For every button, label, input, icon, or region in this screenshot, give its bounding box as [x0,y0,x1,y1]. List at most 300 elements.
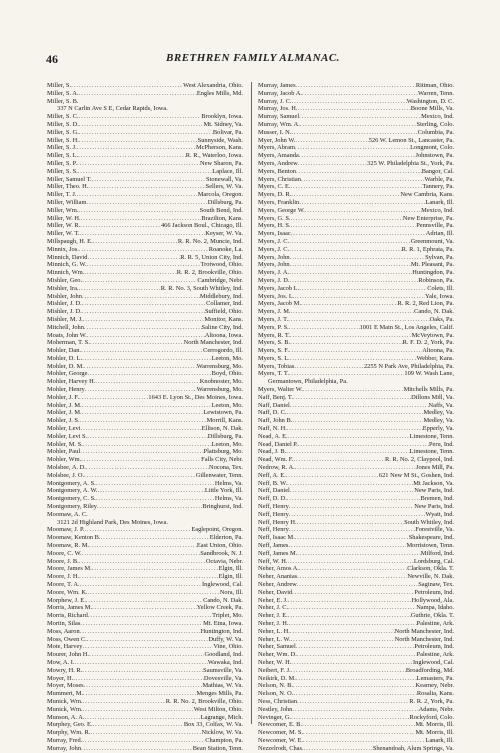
entry-name: Myers, R. T. [258,331,290,339]
directory-entry [47,293,243,301]
directory-entry [258,370,454,378]
directory-entry [258,558,454,566]
dot-leader [296,643,415,651]
directory-entry [47,737,243,745]
dot-leader [93,238,178,246]
entry-name: Moore, J. H. [47,573,80,581]
directory-entry [47,417,243,425]
directory-entry [258,183,454,191]
entry-name: Neher, W. H. [258,658,292,666]
dot-leader [73,675,204,683]
dot-leader [287,495,421,503]
entry-name: Mote, Harvey [47,643,83,651]
entry-place: Knobnoster, Mo. [199,378,243,386]
entry-name: Moss, Owen C. [47,635,87,643]
entry-place: West Milton, Ohio. [193,705,243,713]
dot-leader [289,324,360,332]
entry-place: Bean Station, Tenn. [192,744,243,752]
entry-name: Miller, S. [47,82,72,89]
entry-name: Neher, David [258,588,293,596]
entry-name: Miller, S. D. [47,120,79,128]
entry-place: Jones Mill, Pa. [416,464,454,472]
entry-name: Neher, J. E. [258,612,288,620]
directory-entry [258,667,454,675]
dot-leader [287,480,413,488]
entry-place: Medley, Va. [423,409,454,417]
entry-place: Mt. Morris, Ill. [415,721,454,729]
dot-leader [84,526,191,534]
directory-entry [47,721,243,729]
directory-entry [258,698,454,706]
entry-name: Murray, John [47,744,82,752]
dot-leader [97,503,202,511]
directory-entry [47,729,243,737]
entry-place: 325 W. Philadelphia St., York, Pa. [367,159,454,167]
entry-name: Mummert, M. [47,690,84,698]
directory-entry [258,597,454,605]
entry-name: Mohler, Levi [47,425,81,433]
dot-leader [294,293,425,301]
dot-leader [288,597,412,605]
directory-entry [258,152,454,160]
entry-place: Marcola, Oregon. [197,191,243,199]
dot-leader [84,472,196,480]
directory-entry [258,98,454,106]
entry-place: Nocona, Tex. [208,464,243,472]
dot-leader [303,729,415,737]
entry-name: Morris, James M. [47,604,93,612]
entry-name: Myers, J. M. [258,308,291,316]
dot-leader [84,324,202,332]
dot-leader [80,417,207,425]
directory-entry [47,425,243,433]
directory-entry [47,113,243,121]
entry-place: North Manchester, Ind. [394,627,454,635]
directory-entry [258,277,454,285]
entry-place: Leeton, Mo. [211,401,243,409]
entry-name: Myers, J. D. [258,276,290,284]
entry-name: Naff, John B. [258,417,293,425]
directory-entry [47,347,243,355]
entry-place: Keyser, W. Va. [205,230,243,238]
directory-entry [258,215,454,223]
entry-place: Gillenwater, Tenn. [195,471,243,479]
directory-entry [258,565,454,573]
directory-entry [47,230,243,238]
directory-entry [47,285,243,293]
dot-leader [291,714,410,722]
directory-columns [47,82,458,752]
dot-leader [79,573,219,581]
dot-leader [299,285,427,293]
dot-leader [290,261,411,269]
directory-entry [47,441,243,449]
directory-entry [258,433,454,441]
entry-place: Mt. Pleasant, Pa. [410,261,454,269]
directory-entry [258,542,454,550]
entry-place: 1001 E Main St., Los Angeles, Calif. [359,323,454,331]
entry-name: Miller, William [47,198,87,206]
entry-name: Morphew, J. E. [47,596,86,604]
directory-entry [47,464,243,472]
dot-leader [90,729,201,737]
dot-leader [87,636,209,644]
dot-leader [77,191,198,199]
directory-entry [47,402,243,410]
entry-name: Mohler, D. M. [47,362,84,370]
entry-name: Myers, J. A. [258,269,290,277]
directory-entry [258,191,454,199]
entry-place: Epperly, Va. [422,425,454,433]
directory-entry [47,519,243,527]
entry-name: Myer, John W. [258,136,296,144]
directory-entry [47,604,243,612]
entry-place: Inglewood, Cal. [413,658,454,666]
entry-name: Mohler, J. F. [47,393,80,401]
entry-name: Neff, A. E. [258,471,286,479]
entry-name: Myers, John [258,253,290,261]
entry-name: Molsbee, A. D. [47,464,86,472]
directory-entry [258,207,454,215]
directory-entry [47,207,243,215]
directory-entry [47,300,243,308]
entry-place: Saline City, Ind. [201,323,243,331]
dot-leader [293,682,416,690]
dot-leader [298,160,367,168]
entry-name: Myers, George W. [258,206,305,214]
entry-name: Nevinger, G. [258,713,291,721]
dot-leader [291,230,426,238]
directory-entry [47,355,243,363]
dot-leader [82,667,203,675]
directory-entry [47,511,243,519]
dot-leader [79,113,202,121]
directory-entry [47,526,243,534]
dot-leader [79,137,198,145]
directory-entry [47,168,243,176]
right-column [258,82,454,752]
entry-place: Shenandoah, Alum Springs, Va. [372,744,454,752]
directory-entry [258,230,454,238]
dot-leader [299,113,421,121]
entry-name: Naff, Benj. T. [258,393,293,401]
entry-name: Moomaw, Kenton B. [47,534,101,542]
entry-place: Morristown, Tenn. [406,542,454,550]
entry-name: Myers, Franklin [258,198,300,206]
entry-name: Neff, James [258,542,289,550]
entry-place: Elgin, Ill. [218,573,243,581]
entry-name: Mohler, Harvey H. [47,378,96,386]
entry-name: Neff, B. W. [258,479,288,487]
directory-entry [47,620,243,628]
directory-entry [47,558,243,566]
entry-place: Wawaka, Ind. [207,658,243,666]
entry-place: Huntington, Ind. [200,627,243,635]
entry-name: Mohler, J. M. [47,409,82,417]
directory-entry [47,176,243,184]
directory-entry [47,82,243,90]
dot-leader [287,425,423,433]
entry-name: Neher, J. C. [258,604,289,612]
entry-place: Dovesville, Va. [203,674,243,682]
dot-leader [74,659,207,667]
directory-entry [258,324,454,332]
entry-name: Myers, Amanda [258,152,299,160]
directory-entry [258,160,454,168]
directory-entry [47,698,243,706]
entry-name: Myers, Jacob L. [258,284,300,292]
entry-name: Naff, Daniel [258,401,290,409]
directory-entry [47,246,243,254]
entry-place: Broadfording, Md. [405,666,454,674]
entry-place: R. R., Waterloo, Iowa. [185,152,243,160]
entry-place: Peru, Ind. [428,440,454,448]
entry-place: Inglewood, Cal. [202,581,243,588]
entry-place: Vine, Ohio. [213,643,243,651]
entry-place: R. R. 2, Brookville, Ohio. [176,269,243,277]
entry-place: New Paris, Ind. [414,487,454,495]
entry-name: Myers, Tobias [258,362,295,370]
dot-leader [81,215,202,223]
entry-name: Neher, J. H. [258,619,289,627]
dot-leader [303,737,425,745]
dot-leader [82,308,205,316]
dot-leader [291,129,417,137]
entry-place: Nora, Ill. [219,588,243,596]
dot-leader [297,698,409,706]
entry-name: 3121 2d Highland Park, Des Moines, Iowa. [57,518,168,526]
directory-entry [47,448,243,456]
entry-name: Nelson, N. B. [258,682,293,690]
entry-place: Warren, Tenn. [417,89,454,97]
entry-name: Mohler, J. M. [47,401,82,409]
directory-entry [47,90,243,98]
entry-name: Moomaw, R. M. [47,542,90,550]
entry-place: Trotwood, Ohio. [200,261,243,269]
entry-name: Miller, S. G. [47,128,79,136]
directory-entry [258,675,454,683]
directory-entry [258,441,454,449]
directory-entry [47,152,243,160]
dot-leader [88,589,220,597]
entry-place: South Whitley, Ind. [404,518,454,526]
directory-entry [258,628,454,636]
directory-entry [258,526,454,534]
directory-entry [47,667,243,675]
entry-place: Leeton, Mo. [211,440,243,448]
directory-entry [258,456,454,464]
dot-leader [288,542,406,550]
dot-leader [299,565,407,573]
directory-entry [258,659,454,667]
entry-place: Longmont, Colo. [410,144,454,152]
dot-leader [292,417,423,425]
entry-place: Helms, Va. [214,479,243,487]
entry-place: Nicklow, W. Va. [201,729,243,737]
entry-place: Morrill, Kans. [206,417,243,425]
entry-name: Miller, T. J. [47,191,77,199]
dot-leader [302,90,418,98]
entry-place: Falls City, Nebr. [201,456,243,464]
entry-name: Myers, Andrew [258,159,298,167]
dot-leader [87,261,201,269]
entry-name: Neff, Henry [258,503,289,511]
directory-entry [47,332,243,340]
entry-name: Naff, D. C. [258,409,287,417]
entry-place: Johnstown, Pa. [415,152,454,160]
entry-place: Clarkson, Okla. T. [407,565,454,573]
directory-entry [258,651,454,659]
dot-leader [289,370,404,378]
entry-place: Lagrange, Mich. [200,713,243,721]
directory-entry [47,160,243,168]
directory-entry [47,308,243,316]
directory-entry [258,480,454,488]
directory-entry [258,82,454,90]
dot-leader [290,355,417,363]
dot-leader [80,425,201,433]
entry-name: Myers, T. T. [258,370,289,378]
entry-place: Cando, N. Dak. [414,308,454,316]
entry-name: Mourer, John H. [47,651,89,659]
entry-place: Greenmount, Va. [410,237,454,245]
entry-place: Lanark, Ill. [425,198,454,206]
entry-place: McVeytown, Pa. [411,331,454,339]
entry-place: Leeton, Mo. [211,354,243,362]
dot-leader [291,191,400,199]
directory-entry [47,238,243,246]
entry-place: Laplace, Ill. [212,167,243,175]
column-divider [251,82,252,724]
dot-leader [296,675,417,683]
dot-leader [299,199,425,207]
directory-entry [258,472,454,480]
dot-leader [80,222,161,230]
dot-leader [92,565,219,573]
dot-leader [83,441,212,449]
entry-name: Neikirk, D. M. [258,674,296,682]
left-column [47,82,243,752]
entry-place: New Paris, Ind. [414,503,454,511]
directory-entry [258,308,454,316]
directory-entry [258,690,454,698]
dot-leader [89,651,204,659]
directory-entry [47,682,243,690]
entry-place: Nampa, Idaho. [416,604,454,612]
dot-leader [82,409,204,417]
directory-entry [258,487,454,495]
dot-leader [290,183,422,191]
directory-entry [47,503,243,511]
directory-entry [258,417,454,425]
entry-place: New Cambria, Kans. [400,191,454,199]
dot-leader [298,441,429,449]
dot-leader [79,558,206,566]
entry-name: Moomaw, A. C. [47,510,88,518]
entry-place: 109 W. Wash Lane, [404,370,454,378]
dot-leader [79,246,209,254]
entry-name: Miller, S. P. [47,159,78,167]
entry-name: Mishler, John [47,292,82,300]
entry-name: Neff, Isaac M. [258,534,295,542]
entry-name: Mow, A. I. [47,658,75,666]
dot-leader [79,121,204,129]
directory-entry [47,129,243,137]
entry-name: Neff, James M. [258,549,298,557]
dot-leader [291,659,413,667]
entry-name: Nead, Daniel P. [258,440,298,448]
entry-name: Myers, John [258,261,290,269]
directory-entry [47,370,243,378]
dot-leader [90,339,184,347]
directory-entry [47,706,243,714]
entry-name: Nezzelrodt, Chas. [258,744,304,752]
dot-leader [87,433,208,441]
entry-place: Elgin, Ill. [218,565,243,573]
entry-name: Neff, W. H. [258,557,288,565]
entry-place: 1643 E. Lyon St., Des Moines, Iowa. [148,393,243,401]
entry-name: Neff, Henry H. [258,518,297,526]
entry-name: Montgomery, A. S. [47,479,96,487]
entry-name: Minnix, Jos. [47,245,79,253]
dot-leader [294,363,364,371]
dot-leader [77,144,196,152]
directory-entry [47,324,243,332]
entry-name: Germantown, Philadelphia, Pa. [268,378,348,386]
entry-place: Lanark, Ill. [425,736,454,744]
dot-leader [84,269,176,277]
entry-name: Mishler, J. D. [47,308,82,316]
entry-name: Myers, Benton [258,167,296,175]
dot-leader [299,152,416,160]
directory-entry [47,495,243,503]
entry-place: Cerrogordo, Ill. [203,347,243,355]
dot-leader [83,316,205,324]
dot-leader [82,402,212,410]
entry-name: Miller, S. L. [47,152,79,160]
directory-entry [47,581,243,589]
dot-leader [86,464,209,472]
entry-name: Mowry, H. R. [47,666,83,674]
directory-entry [258,378,454,386]
dot-leader [87,332,205,340]
entry-place: Limestone, Tenn. [409,432,454,440]
entry-place: Warble, Pa. [424,175,454,183]
entry-name: Myers, J. T. [258,315,289,323]
entry-place: Guthrie, Okla. T. [410,612,454,620]
entry-place: 526 W. Lemon St., Lancaster, Pa. [368,136,454,144]
entry-name: Myers, C. E. [258,183,291,191]
entry-place: R. R. 2, York, Pa. [409,697,454,705]
entry-place: Sunnyside, Wash. [197,136,243,144]
directory-entry [47,386,243,394]
dot-leader [289,347,422,355]
entry-place: Helms, Va. [214,495,243,503]
entry-name: Neff, Daniel [258,487,290,495]
dot-leader [291,215,403,223]
dot-leader [86,597,203,605]
entry-name: Miller, Samuel T. [47,175,92,183]
dot-leader [80,581,202,589]
entry-place: 621 New M St., Goshen, Ind. [378,471,454,479]
entry-name: Myers, G. S. [258,214,291,222]
dot-leader [81,347,203,355]
running-title: BRETHREN FAMILY ALMANAC. [166,52,340,64]
dot-leader [295,144,410,152]
dot-leader [290,628,395,636]
entry-place: Palestine, Ark. [416,651,454,659]
directory-entry [258,293,454,301]
